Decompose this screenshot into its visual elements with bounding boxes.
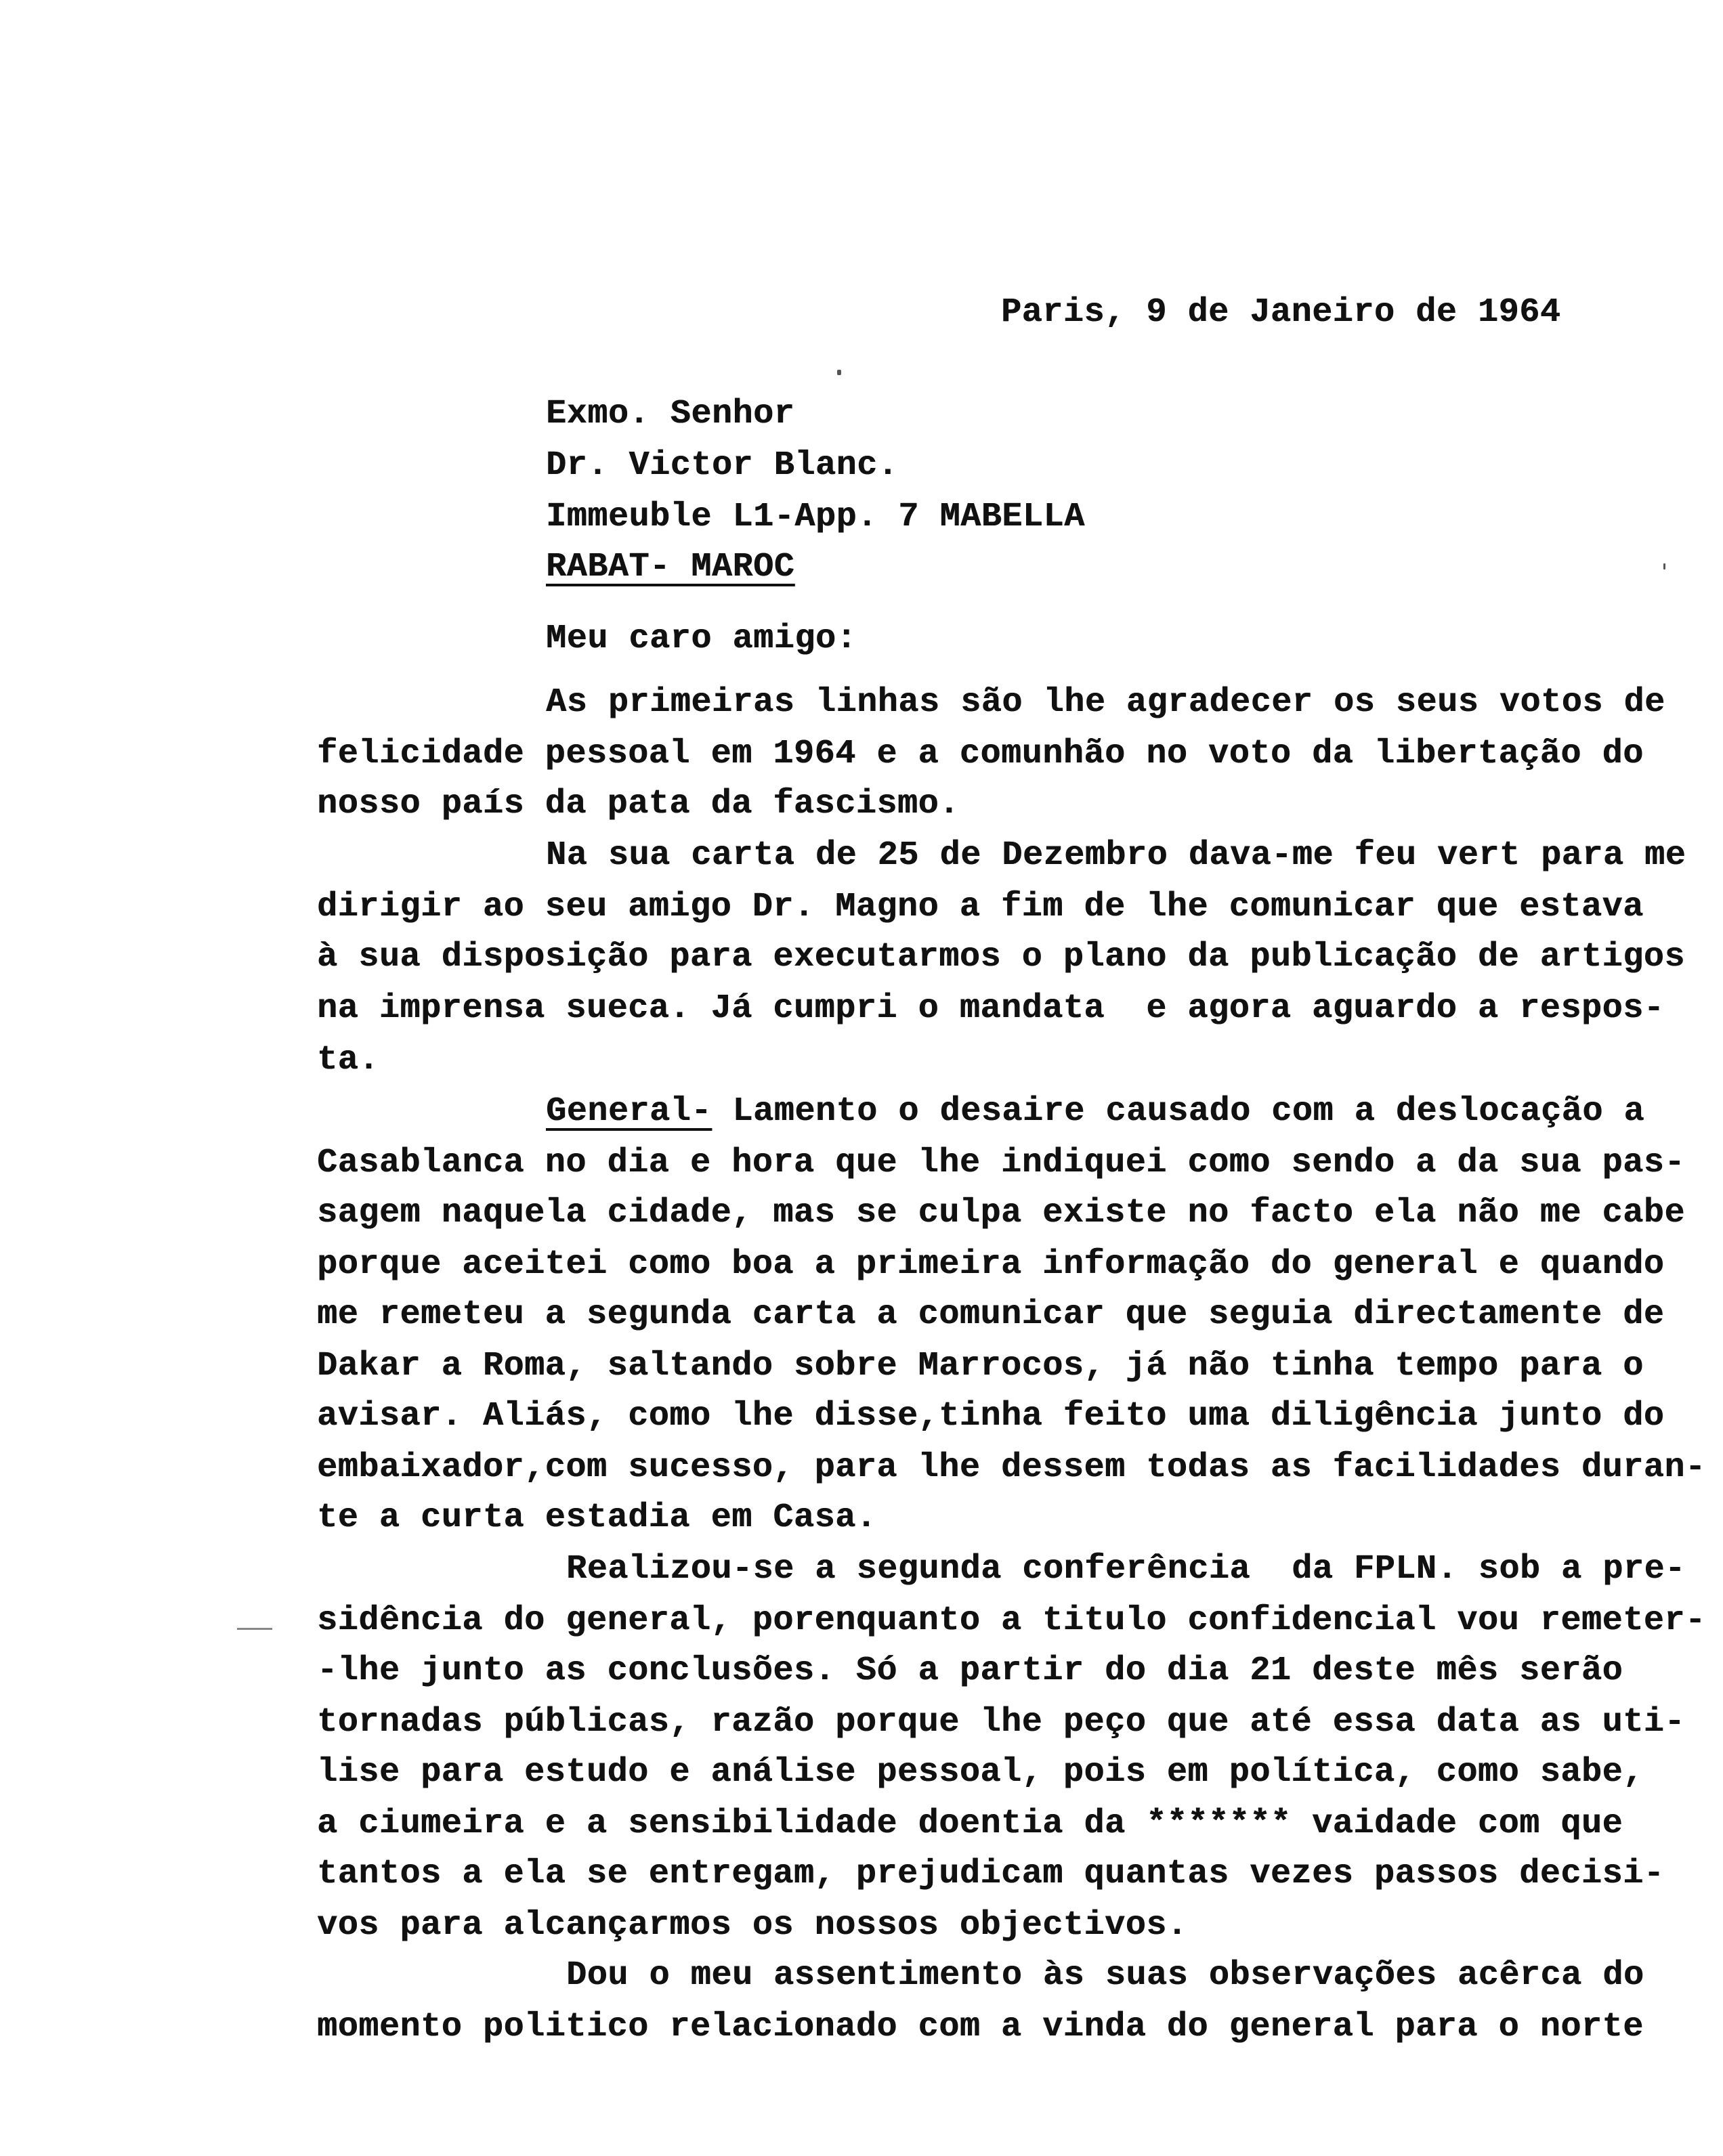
margin-dash-mark <box>237 1628 272 1630</box>
letter-date: Paris, 9 de Janeiro de 1964 <box>1001 293 1561 332</box>
paragraph-2-line-5: ta. <box>317 1041 379 1079</box>
paragraph-4-line-4: tornadas públicas, razão porque lhe peço que até essa data as uti- <box>317 1703 1685 1742</box>
paragraph-4-line-2: sidência do general, porenquanto a titulo confidencial vou remeter- <box>317 1601 1706 1640</box>
paragraph-5-line-1: Dou o meu assentimento às suas observações acêrca do <box>566 1956 1644 1995</box>
paragraph-4-line-5: lise para estudo e análise pessoal, pois em política, como sabe, <box>317 1753 1644 1792</box>
paragraph-5-line-2: momento politico relacionado com a vinda do general para o norte <box>317 2008 1644 2046</box>
paragraph-4-line-8: vos para alcançarmos os nossos objectivos. <box>317 1906 1188 1945</box>
paragraph-4-line-6: a ciumeira e a sensibilidade doentia da ******* vaidade com que <box>317 1805 1623 1843</box>
paragraph-4-line-1: Realizou-se a segunda conferência da FPLN. sob a pre- <box>566 1550 1686 1589</box>
paragraph-3-line-5: me remeteu a segunda carta a comunicar que seguia directamente de <box>317 1295 1665 1334</box>
paragraph-3-line-2: Casablanca no dia e hora que lhe indiquei como sendo a da sua pas- <box>317 1144 1685 1182</box>
paragraph-4-line-7: tantos a ela se entregam, prejudicam quantas vezes passos decisi- <box>317 1855 1665 1893</box>
salutation: Meu caro amigo: <box>546 620 857 658</box>
recipient-line-3: Immeuble L1-App. 7 MABELLA <box>546 498 1085 536</box>
general-heading: General- <box>546 1092 712 1131</box>
paragraph-2-line-2: dirigir ao seu amigo Dr. Magno a fim de lhe comunicar que estava <box>317 888 1644 926</box>
recipient-line-2: Dr. Victor Blanc. <box>546 446 899 485</box>
paragraph-1-line-1: As primeiras linhas são lhe agradecer os seus votos de <box>546 683 1665 722</box>
paragraph-3-line-3: sagem naquela cidade, mas se culpa existe no facto ela não me cabe <box>317 1194 1685 1232</box>
paragraph-3-line-4: porque aceitei como boa a primeira informação do general e quando <box>317 1245 1665 1284</box>
paragraph-1-line-3: nosso país da pata da fascismo. <box>317 785 960 823</box>
paragraph-3-line-8: embaixador,com sucesso, para lhe dessem todas as facilidades duran- <box>317 1448 1706 1487</box>
paragraph-3-line-6: Dakar a Roma, saltando sobre Marrocos, já não tinha tempo para o <box>317 1347 1644 1385</box>
paragraph-1-line-2: felicidade pessoal em 1964 e a comunhão no voto da libertação do <box>317 735 1644 773</box>
paragraph-2-line-3: à sua disposição para executarmos o plano da publicação de artigos <box>317 938 1685 976</box>
recipient-line-1: Exmo. Senhor <box>546 395 795 433</box>
paragraph-4-line-3: -lhe junto as conclusões. Só a partir do dia 21 deste mês serão <box>317 1652 1623 1690</box>
paragraph-2-line-1: Na sua carta de 25 de Dezembro dava-me feu vert para me <box>546 836 1686 875</box>
pen-mark <box>837 370 841 375</box>
paragraph-3-line-7: avisar. Aliás, como lhe disse,tinha feito uma diligência junto do <box>317 1397 1665 1436</box>
pen-mark <box>1663 563 1665 569</box>
paragraph-3-line-9: te a curta estadia em Casa. <box>317 1499 877 1537</box>
paragraph-3-first-text: Lamento o desaire causado com a deslocação a <box>711 1092 1645 1131</box>
paragraph-2-line-4: na imprensa sueca. Já cumpri o mandata e agora aguardo a respos- <box>317 989 1665 1028</box>
paragraph-3-line-1 <box>546 1092 1644 1132</box>
recipient-line-4: RABAT- MAROC <box>546 548 795 586</box>
